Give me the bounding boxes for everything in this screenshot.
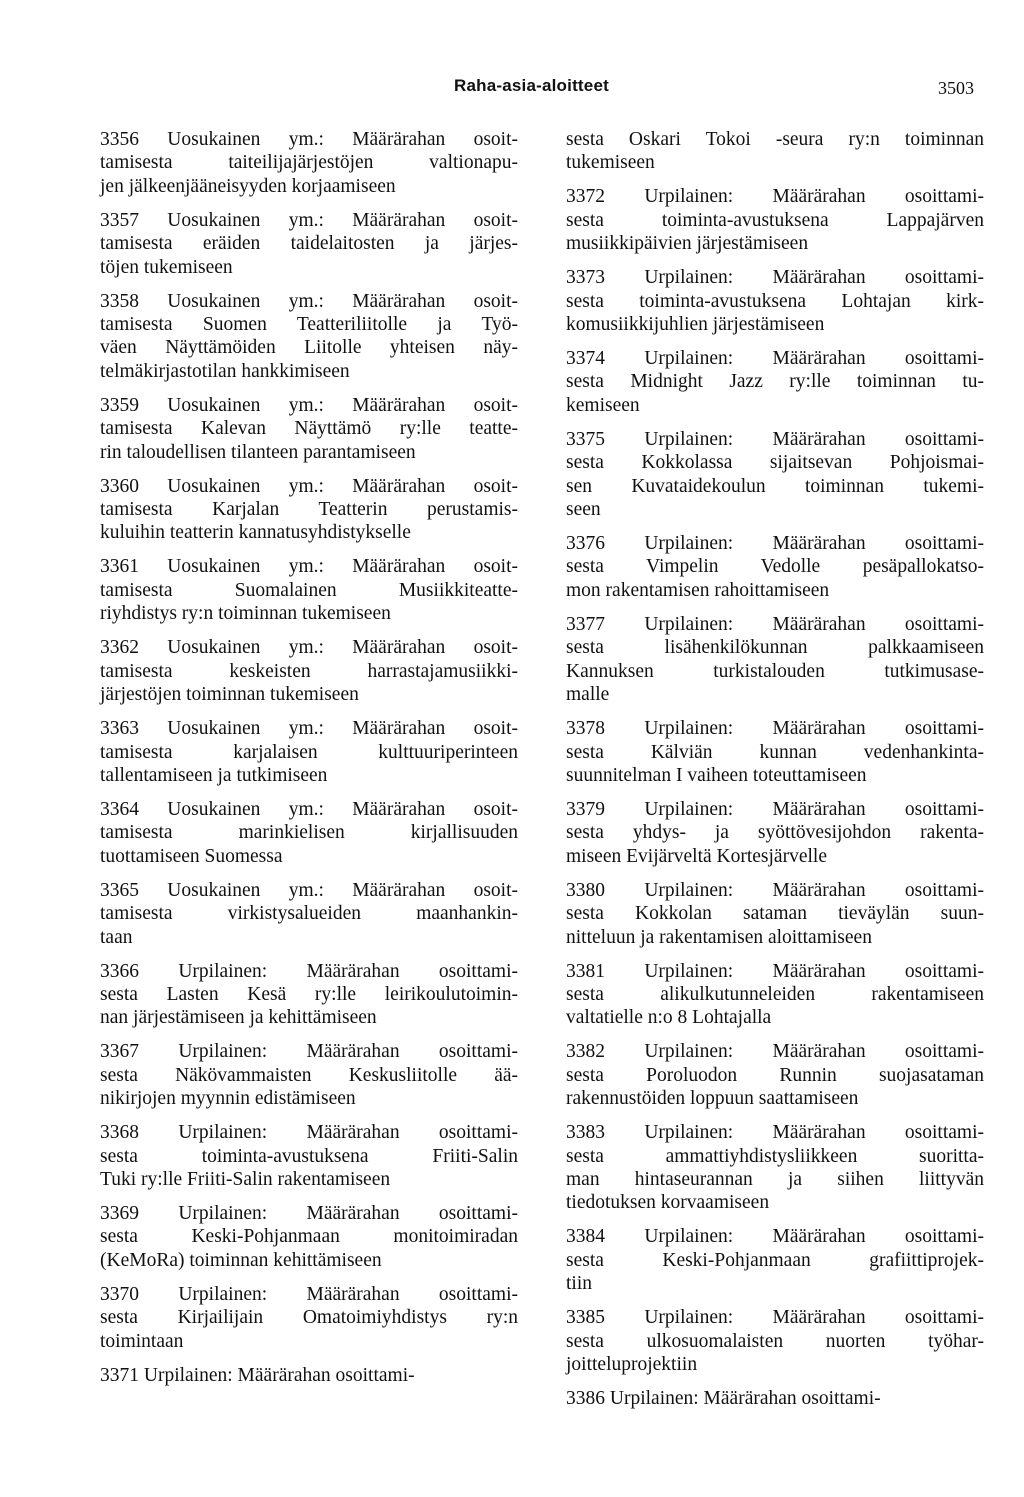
entry-line: malle (566, 684, 610, 706)
motion-entry (100, 128, 518, 198)
entry-line: musiikkipäivien järjestämiseen (566, 233, 809, 255)
entry-line: rakennustöiden loppuun saattamiseen (566, 1088, 859, 1110)
motion-entry (100, 636, 518, 706)
entry-line: 3370 Urpilainen: Määrärahan osoittami- (100, 1283, 518, 1305)
page-number: 3503 (938, 78, 974, 98)
motion-entry (100, 209, 518, 279)
entry-line: 3383 Urpilainen: Määrärahan osoittami- (566, 1122, 984, 1144)
motion-entry (566, 1040, 984, 1110)
motion-entry (566, 428, 984, 522)
entry-line: valtatielle n:o 8 Lohtajalla (566, 1007, 772, 1029)
entry-line: 3382 Urpilainen: Määrärahan osoittami- (566, 1041, 984, 1063)
entry-line: väen Näyttämöiden Liitolle yhteisen näy- (100, 337, 518, 359)
entry-line: 3386 Urpilainen: Määrärahan osoittami- (566, 1388, 881, 1409)
entry-line: tamisesta virkistysalueiden maanhankin- (100, 903, 518, 925)
motion-entry (566, 960, 984, 1030)
entry-line: tamisesta taiteilijajärjestöjen valtionapu- (100, 152, 518, 174)
entry-line: 3381 Urpilainen: Määrärahan osoittami- (566, 960, 984, 982)
motion-entry (100, 555, 518, 625)
entry-line: 3358 Uosukainen ym.: Määrärahan osoit- (100, 290, 518, 312)
entry-line: sesta ulkosuomalaisten nuorten työhar- (566, 1330, 984, 1352)
motion-entry (100, 1364, 518, 1387)
motion-entry (566, 798, 984, 868)
motion-entry (566, 185, 984, 255)
entry-line: 3372 Urpilainen: Määrärahan osoittami- (566, 186, 984, 208)
entry-line: sesta toiminta-avustuksena Friiti-Salin (100, 1145, 518, 1167)
entry-line: 3369 Urpilainen: Määrärahan osoittami- (100, 1202, 518, 1224)
entry-line: sesta Lasten Kesä ry:lle leirikoulutoimin- (100, 983, 518, 1005)
entry-line: sesta toiminta-avustuksena Lohtajan kirk- (566, 290, 984, 312)
entry-line: tamisesta Karjalan Teatterin perustamis- (100, 499, 518, 521)
entry-line: sesta Kokkolassa sijaitsevan Pohjoismai- (566, 452, 984, 474)
entry-line: nikirjojen myynnin edistämiseen (100, 1088, 356, 1110)
entry-line: toimintaan (100, 1330, 184, 1352)
motion-entry (566, 128, 984, 175)
motion-entry (566, 1387, 984, 1410)
motion-entry (566, 347, 984, 417)
entry-line: sesta Kirjailijain Omatoimiyhdistys ry:n (100, 1307, 518, 1329)
motion-entry (566, 717, 984, 787)
motion-entry (100, 475, 518, 545)
entry-line: sesta Keski-Pohjanmaan monitoimiradan (100, 1226, 518, 1248)
entry-line: telmäkirjastotilan hankkimiseen (100, 360, 350, 382)
entry-line: 3365 Uosukainen ym.: Määrärahan osoit- (100, 879, 518, 901)
left-column (100, 128, 518, 1398)
entry-line: 3379 Urpilainen: Määrärahan osoittami- (566, 798, 984, 820)
entry-line: töjen tukemiseen (100, 256, 233, 278)
entry-line: 3356 Uosukainen ym.: Määrärahan osoit- (100, 129, 518, 150)
entry-line: riyhdistys ry:n toiminnan tukemiseen (100, 603, 391, 625)
right-column (566, 128, 984, 1421)
motion-entry (100, 798, 518, 868)
entry-line: sesta ammattiyhdistysliikkeen suoritta- (566, 1145, 984, 1167)
entry-line: 3366 Urpilainen: Määrärahan osoittami- (100, 960, 518, 982)
entry-line: 3361 Uosukainen ym.: Määrärahan osoit- (100, 556, 518, 578)
entry-line: miseen Evijärveltä Kortesjärvelle (566, 845, 827, 867)
motion-entry (100, 290, 518, 384)
motion-entry (100, 960, 518, 1030)
entry-line: 3360 Uosukainen ym.: Määrärahan osoit- (100, 475, 518, 497)
entry-line: 3362 Uosukainen ym.: Määrärahan osoit- (100, 637, 518, 659)
entry-line: 3374 Urpilainen: Määrärahan osoittami- (566, 348, 984, 370)
entry-line: 3385 Urpilainen: Määrärahan osoittami- (566, 1307, 984, 1329)
entry-line: 3363 Uosukainen ym.: Määrärahan osoit- (100, 718, 518, 740)
entry-line: tamisesta karjalaisen kulttuuriperinteen (100, 741, 518, 763)
entry-line: tallentamiseen ja tutkimiseen (100, 764, 328, 786)
motion-entry (100, 1121, 518, 1191)
entry-line: sesta Keski-Pohjanmaan grafiittiprojek- (566, 1249, 984, 1271)
motion-entry (566, 1121, 984, 1215)
running-header-title: Raha-asia-aloitteet (454, 76, 609, 95)
entry-line: tamisesta Kalevan Näyttämö ry:lle teatte- (100, 418, 518, 440)
entry-line: 3375 Urpilainen: Määrärahan osoittami- (566, 428, 984, 450)
entry-line: komusiikkijuhlien järjestämiseen (566, 314, 825, 336)
motion-entry (566, 1306, 984, 1376)
entry-line: 3371 Urpilainen: Määrärahan osoittami- (100, 1364, 415, 1386)
entry-line: rin taloudellisen tilanteen parantamiseen (100, 441, 416, 463)
entry-line: sesta Näkövammaisten Keskusliitolle ää- (100, 1064, 518, 1086)
motion-entry (100, 394, 518, 464)
entry-line: 3367 Urpilainen: Määrärahan osoittami- (100, 1041, 518, 1063)
entry-line: Tuki ry:lle Friiti-Salin rakentamiseen (100, 1168, 391, 1190)
entry-line: tamisesta eräiden taidelaitosten ja järjes- (100, 233, 518, 255)
entry-line: suunnitelman I vaiheen toteuttamiseen (566, 764, 867, 786)
entry-line: 3359 Uosukainen ym.: Määrärahan osoit- (100, 394, 518, 416)
entry-line: tiin (566, 1273, 593, 1295)
motion-entry (100, 1202, 518, 1272)
entry-line: 3357 Uosukainen ym.: Määrärahan osoit- (100, 209, 518, 231)
entry-line: sesta toiminta-avustuksena Lappajärven (566, 209, 984, 231)
entry-line: nitteluun ja rakentamisen aloittamiseen (566, 926, 872, 948)
motion-entry (100, 879, 518, 949)
entry-line: 3378 Urpilainen: Määrärahan osoittami- (566, 718, 984, 740)
entry-line: 3364 Uosukainen ym.: Määrärahan osoit- (100, 798, 518, 820)
entry-line: sesta alikulkutunneleiden rakentamiseen (566, 983, 984, 1005)
entry-line: 3384 Urpilainen: Määrärahan osoittami- (566, 1226, 984, 1248)
entry-line: mon rakentamisen rahoittamiseen (566, 579, 830, 601)
entry-line: sesta lisähenkilökunnan palkkaamiseen (566, 637, 984, 659)
motion-entry (566, 532, 984, 602)
motion-entry (566, 266, 984, 336)
entry-line: seen (566, 499, 601, 521)
entry-line: 3373 Urpilainen: Määrärahan osoittami- (566, 267, 984, 289)
entry-line: kuluihin teatterin kannatusyhdistykselle (100, 522, 411, 544)
entry-line: taan (100, 926, 133, 948)
entry-line: tiedotuksen korvaamiseen (566, 1192, 770, 1214)
entry-line: sesta Kälviän kunnan vedenhankinta- (566, 741, 984, 763)
motion-entry (100, 1283, 518, 1353)
entry-line: Kannuksen turkistalouden tutkimusase- (566, 660, 984, 682)
entry-line: kemiseen (566, 394, 640, 416)
entry-line: nan järjestämiseen ja kehittämiseen (100, 1007, 377, 1029)
motion-entry (100, 1040, 518, 1110)
entry-line: tamisesta keskeisten harrastajamusiikki- (100, 660, 518, 682)
motion-entry (100, 717, 518, 787)
entry-line: tamisesta Suomalainen Musiikkiteatte- (100, 579, 518, 601)
entry-line: man hintaseurannan ja siihen liittyvän (566, 1168, 984, 1190)
entry-line: sesta Vimpelin Vedolle pesäpallokatso- (566, 556, 984, 578)
entry-line: sesta Midnight Jazz ry:lle toiminnan tu- (566, 371, 984, 393)
entry-line: 3368 Urpilainen: Määrärahan osoittami- (100, 1122, 518, 1144)
entry-line: tamisesta Suomen Teatteriliitolle ja Työ- (100, 314, 518, 336)
entry-line: sen Kuvataidekoulun toiminnan tukemi- (566, 475, 984, 497)
entry-line: järjestöjen toiminnan tukemiseen (100, 684, 359, 706)
entry-line: sesta Poroluodon Runnin suojasataman (566, 1064, 984, 1086)
entry-line: sesta yhdys- ja syöttövesijohdon rakenta- (566, 822, 984, 844)
entry-line: (KeMoRa) toiminnan kehittämiseen (100, 1249, 382, 1271)
entry-line: sesta Oskari Tokoi -seura ry:n toiminnan (566, 129, 984, 150)
entry-line: tamisesta marinkielisen kirjallisuuden (100, 822, 518, 844)
entry-line: jen jälkeenjääneisyyden korjaamiseen (100, 175, 396, 197)
entry-line: tukemiseen (566, 152, 655, 174)
entry-line: 3376 Urpilainen: Määrärahan osoittami- (566, 533, 984, 555)
motion-entry (566, 613, 984, 707)
entry-line: tuottamiseen Suomessa (100, 845, 283, 867)
entry-line: joitteluprojektiin (566, 1354, 698, 1375)
motion-entry (566, 1225, 984, 1295)
entry-line: sesta Kokkolan sataman tieväylän suun- (566, 903, 984, 925)
entry-line: 3377 Urpilainen: Määrärahan osoittami- (566, 613, 984, 635)
motion-entry (566, 879, 984, 949)
entry-line: 3380 Urpilainen: Määrärahan osoittami- (566, 879, 984, 901)
